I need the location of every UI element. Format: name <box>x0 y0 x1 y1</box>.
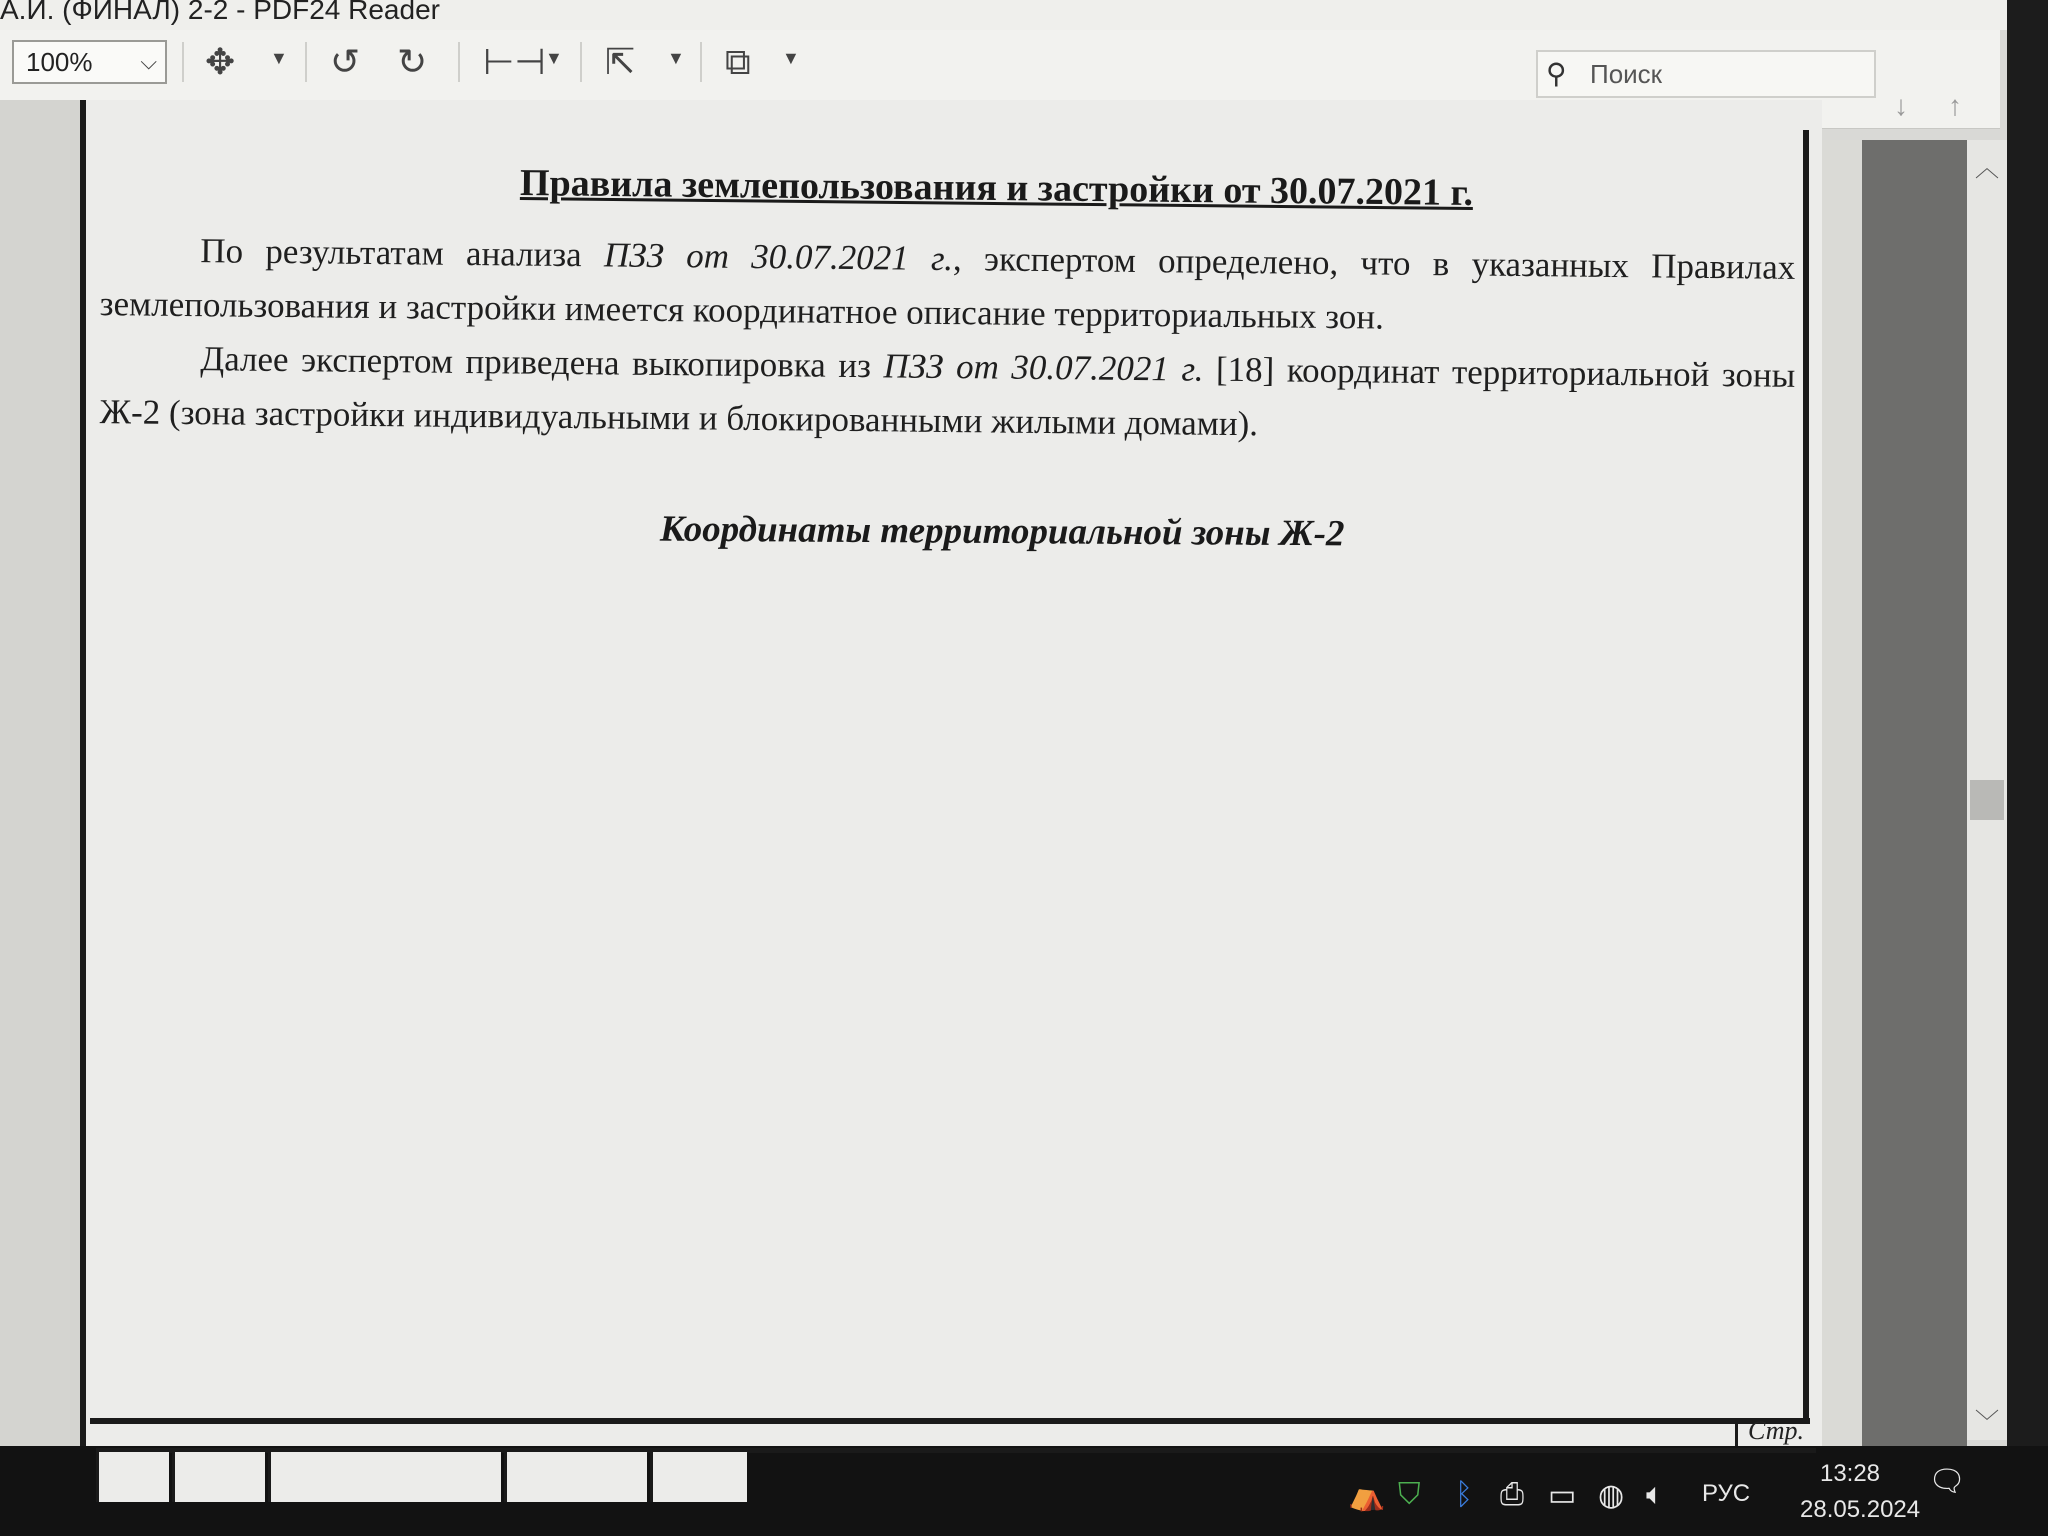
dropdown-arrow-icon[interactable]: ▼ <box>545 48 563 68</box>
scroll-down-icon[interactable]: ﹀ <box>1975 1409 1999 1436</box>
table-caption: Координаты территориальной зоны Ж-2 <box>659 508 1345 555</box>
separator <box>182 42 184 82</box>
screen-bezel <box>2007 0 2048 1536</box>
device-icon[interactable]: ⎙ <box>1500 1478 1524 1511</box>
right-gutter <box>1822 140 1862 1440</box>
stamp-table-cell <box>172 1452 265 1502</box>
select-cursor-icon[interactable]: ⇱ <box>605 41 636 82</box>
chevron-down-icon: ⌵ <box>140 49 157 74</box>
battery-icon[interactable]: ▭ <box>1548 1479 1577 1512</box>
vertical-scrollbar[interactable] <box>1967 140 2007 1440</box>
paragraph-2-text-end: [18] координат территориальной зоны Ж-2 (зона застройки индивидуальными и блокированными жилыми домами). <box>99 349 1796 444</box>
app-tray-icon[interactable]: ⛺ <box>1348 1479 1386 1512</box>
side-panel <box>1862 140 1967 1450</box>
language-indicator[interactable]: РУС <box>1702 1480 1751 1507</box>
bluetooth-icon[interactable]: ᛒ <box>1455 1478 1473 1511</box>
paragraph-1-text: По результатам анализа <box>200 231 605 275</box>
search-next-icon[interactable]: ↓ <box>1894 90 1908 121</box>
paragraph-1 <box>99 223 1795 349</box>
title-bar <box>0 0 2048 30</box>
stamp-table-cell <box>504 1452 647 1502</box>
stamp-table-cell <box>96 1452 169 1502</box>
separator <box>580 42 582 82</box>
scrollbar-thumb[interactable] <box>1970 780 2004 820</box>
pan-move-icon[interactable]: ✥ <box>205 41 236 82</box>
left-pane <box>0 100 80 1450</box>
page-frame-right <box>1803 130 1809 1420</box>
zoom-value: 100% <box>26 47 93 77</box>
search-input[interactable] <box>1536 50 1876 98</box>
clock-time: 13:28 <box>1819 1460 1881 1487</box>
page-frame-bottom <box>90 1418 1810 1424</box>
notifications-icon[interactable]: 🗨︎ <box>1928 1465 1967 1498</box>
network-globe-icon[interactable]: ◍ <box>1598 1479 1625 1512</box>
rotate-right-icon[interactable]: ↻ <box>397 41 428 82</box>
clock[interactable] <box>1800 1456 1921 1528</box>
dropdown-arrow-icon[interactable]: ▼ <box>667 48 685 68</box>
stamp-table-cell <box>650 1452 747 1502</box>
volume-icon[interactable]: 🔈︎ <box>1646 1478 1664 1511</box>
dropdown-arrow-icon[interactable]: ▼ <box>270 48 288 68</box>
page-frame-left <box>80 100 86 1490</box>
dropdown-arrow-icon[interactable]: ▼ <box>782 48 800 68</box>
paragraph-1-text-end: , экспертом определено, что в указанных Правилах землепользования и застройки имеется координатное описание территориальных зон. <box>99 239 1796 337</box>
search-icon: ⚲ <box>1546 58 1567 89</box>
separator <box>458 42 460 82</box>
paragraph-2 <box>99 331 1795 457</box>
document-title: Правила землепользования и застройки от 30.07.2021 г. <box>519 162 1474 214</box>
clock-date: 28.05.2024 <box>1800 1496 1921 1523</box>
zoom-select[interactable] <box>12 40 167 84</box>
search-placeholder: Поиск <box>1590 59 1663 89</box>
security-shield-icon[interactable]: ⛉ <box>1398 1478 1421 1511</box>
fit-width-icon[interactable]: ⊢⊣ <box>483 41 546 82</box>
paragraph-1-reference: ПЗЗ от 30.07.2021 г. <box>603 235 954 279</box>
separator <box>305 42 307 82</box>
separator <box>700 42 702 82</box>
search-previous-icon[interactable]: ↑ <box>1948 90 1962 121</box>
rotate-left-icon[interactable]: ↺ <box>330 41 361 82</box>
page-label: Стр. <box>1748 1416 1804 1445</box>
scroll-up-icon[interactable]: ︿ <box>1975 155 1999 182</box>
stamp-table-cell <box>268 1452 501 1502</box>
paragraph-2-reference: ПЗЗ от 30.07.2021 г. <box>883 346 1204 389</box>
paragraph-2-text: Далее экспертом приведена выкопировка из <box>200 339 884 386</box>
window-title: А.И. (ФИНАЛ) 2-2 - PDF24 Reader <box>0 0 440 25</box>
open-external-icon[interactable]: ⧉ <box>725 41 751 82</box>
